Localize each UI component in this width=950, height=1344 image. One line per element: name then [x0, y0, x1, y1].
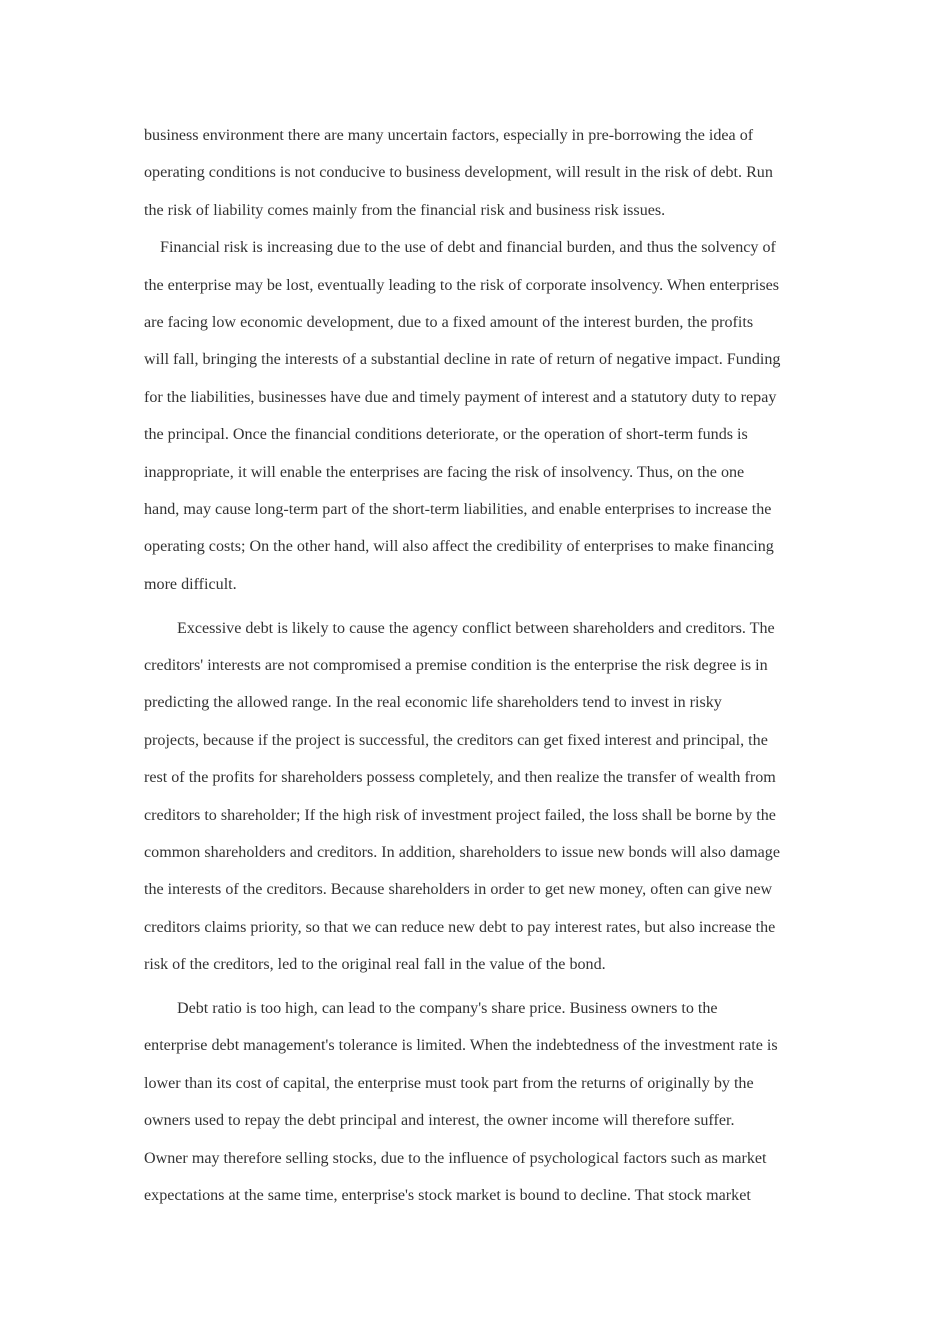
document-body: [144, 117, 812, 1214]
paragraph-4: [144, 990, 812, 1214]
text-line: predicting the allowed range. In the real economic life shareholders tend to invest in risky: [144, 694, 722, 712]
text-line: Excessive debt is likely to cause the agency conflict between shareholders and creditors. The: [177, 619, 775, 637]
text-line: more difficult.: [144, 575, 237, 593]
text-line: lower than its cost of capital, the enterprise must took part from the returns of originally by the: [144, 1074, 754, 1092]
text-line: Owner may therefore selling stocks, due to the influence of psychological factors such as market: [144, 1149, 767, 1167]
text-line: Debt ratio is too high, can lead to the company's share price. Business owners to the: [177, 999, 718, 1017]
text-line: expectations at the same time, enterprise's stock market is bound to decline. That stock market: [144, 1186, 751, 1204]
text-line: owners used to repay the debt principal and interest, the owner income will therefore suffer.: [144, 1112, 735, 1130]
text-line: enterprise debt management's tolerance is limited. When the indebtedness of the investment rate is: [144, 1037, 778, 1055]
text-line: creditors claims priority, so that we can reduce new debt to pay interest rates, but also increase the: [144, 918, 776, 936]
paragraph-2: [144, 229, 812, 603]
text-line: rest of the profits for shareholders possess completely, and then realize the transfer of wealth from: [144, 769, 776, 787]
paragraph-1: [144, 117, 812, 229]
text-line: operating conditions is not conducive to business development, will result in the risk of debt. Run: [144, 164, 773, 182]
text-line: the risk of liability comes mainly from the financial risk and business risk issues.: [144, 201, 666, 219]
text-line: for the liabilities, businesses have due and timely payment of interest and a statutory duty to repay: [144, 388, 777, 406]
text-line: operating costs; On the other hand, will also affect the credibility of enterprises to make financing: [144, 538, 774, 556]
text-line: hand, may cause long-term part of the short-term liabilities, and enable enterprises to increase the: [144, 500, 772, 518]
text-line: common shareholders and creditors. In addition, shareholders to issue new bonds will also damage: [144, 843, 781, 861]
paragraph-3: [144, 610, 812, 984]
text-line: creditors' interests are not compromised a premise condition is the enterprise the risk degree is in: [144, 656, 768, 674]
text-line: the interests of the creditors. Because shareholders in order to get new money, often can give new: [144, 881, 773, 899]
text-line: are facing low economic development, due to a fixed amount of the interest burden, the profits: [144, 313, 754, 331]
text-line: business environment there are many uncertain factors, especially in pre-borrowing the idea of: [144, 127, 754, 144]
text-line: will fall, bringing the interests of a substantial decline in rate of return of negative impact. Funding: [144, 351, 781, 369]
text-line: projects, because if the project is successful, the creditors can get fixed interest and principal, the: [144, 731, 768, 749]
text-line: Financial risk is increasing due to the use of debt and financial burden, and thus the solvency of: [160, 239, 776, 257]
text-line: creditors to shareholder; If the high risk of investment project failed, the loss shall be borne by the: [144, 806, 776, 824]
text-line: inappropriate, it will enable the enterprises are facing the risk of insolvency. Thus, on the one: [144, 463, 745, 481]
text-line: the enterprise may be lost, eventually leading to the risk of corporate insolvency. When enterprises: [144, 276, 780, 294]
text-line: risk of the creditors, led to the original real fall in the value of the bond.: [144, 956, 606, 974]
text-line: the principal. Once the financial conditions deteriorate, or the operation of short-term funds is: [144, 426, 748, 444]
